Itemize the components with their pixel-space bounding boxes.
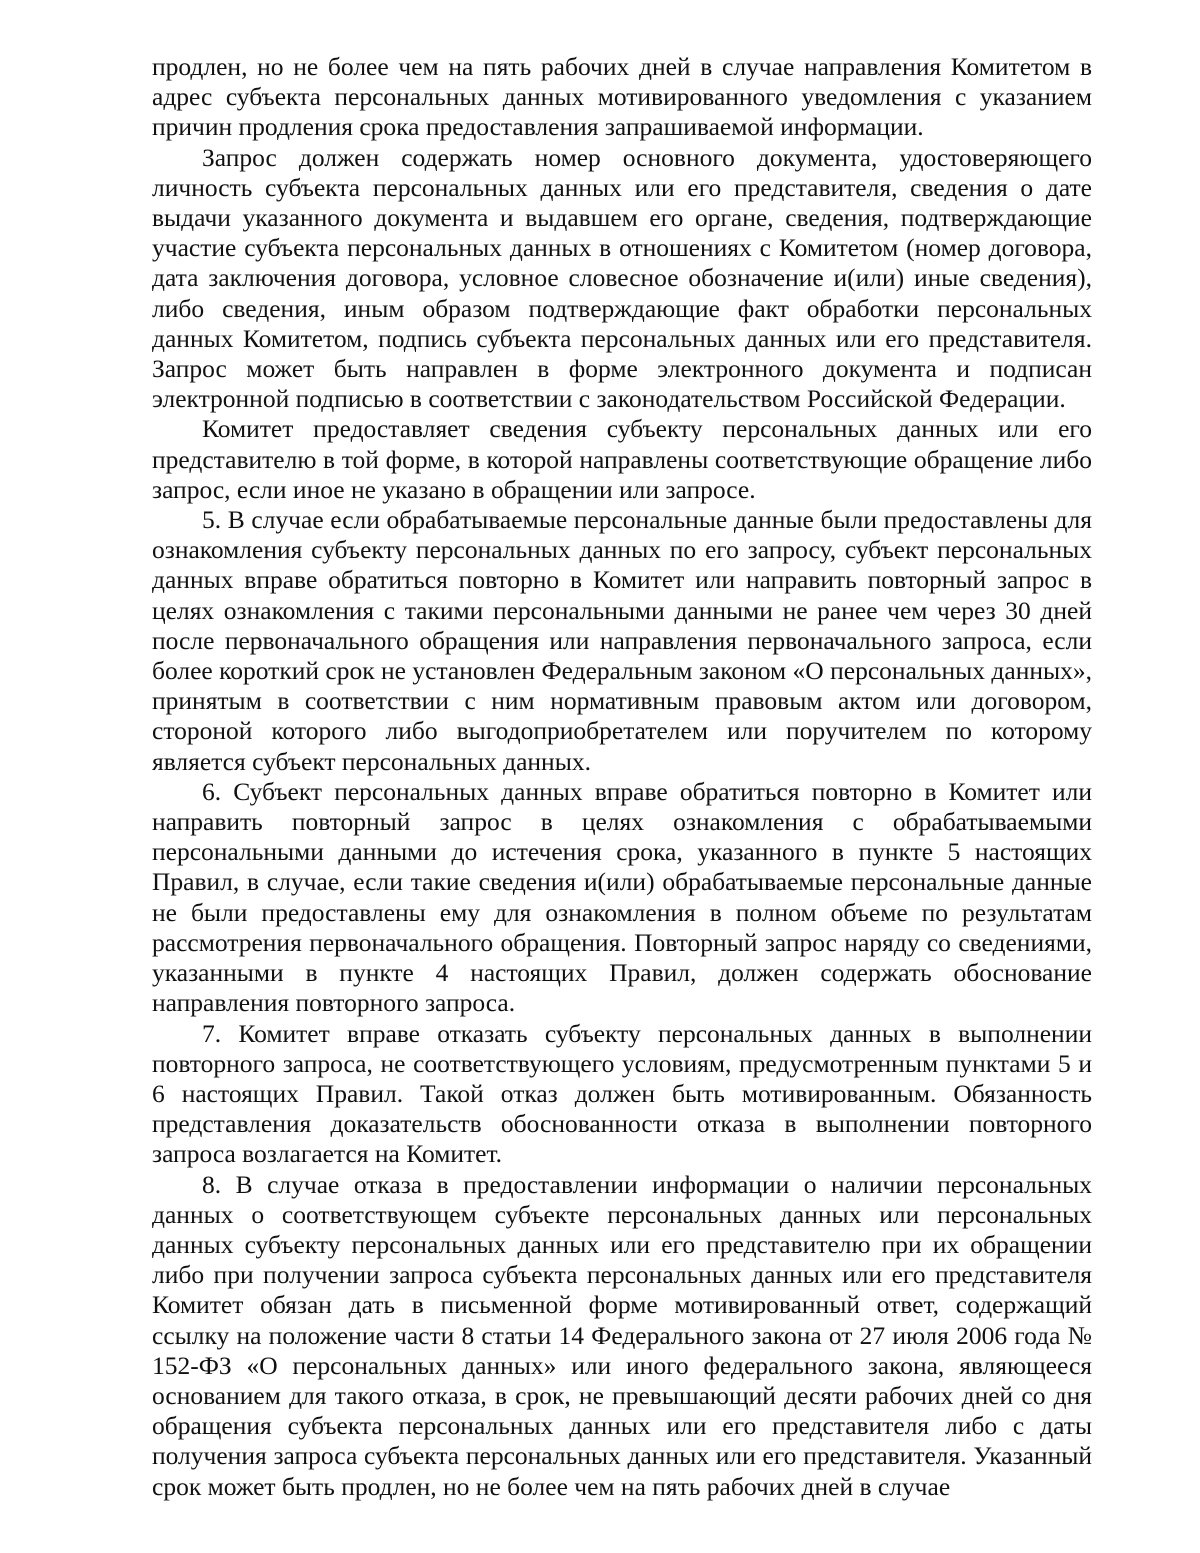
paragraph-request-contents: Запрос должен содержать номер основного документа, удостоверяющего личность субъекта персональных данных или его представителя, сведения о дате выдачи указанного документа и выдавшем его органе, сведения, подтверждающие участие субъекта персональных данных в отношениях с Комитетом (номер договора, дата заключения договора, условное словесное обозначение и(или) иные сведения), либо сведения, иным образом подтверждающие факт обработки персональных данных Комитетом, подпись субъекта персональных данных или его представителя. Запрос может быть направлен в форме электронного документа и подписан электронной подписью в соответствии с законодательством Российской Федерации. [152, 142, 1092, 414]
paragraph-item-6: 6. Субъект персональных данных вправе обратиться повторно в Комитет или направить повторный запрос в целях ознакомления с обрабатываемыми персональными данными до истечения срока, указанного в пункте 5 настоящих Правил, в случае, если такие сведения и(или) обрабатываемые персональные данные не были предоставлены ему для ознакомления в полном объеме по результатам рассмотрения первоначального обращения. Повторный запрос наряду со сведениями, указанными в пункте 4 настоящих Правил, должен содержать обоснование направления повторного запроса. [152, 776, 1092, 1018]
paragraph-response-form: Комитет предоставляет сведения субъекту персональных данных или его представителю в той форме, в которой направлены соответствующие обращение либо запрос, если иное не указано в обращении или запросе. [152, 414, 1092, 504]
paragraph-continuation: продлен, но не более чем на пять рабочих дней в случае направления Комитетом в адрес субъекта персональных данных мотивированного уведомления с указанием причин продления срока предоставления запрашиваемой информации. [152, 52, 1092, 142]
document-body [152, 52, 1092, 1502]
paragraph-item-7: 7. Комитет вправе отказать субъекту персональных данных в выполнении повторного запроса, не соответствующего условиям, предусмотренным пунктами 5 и 6 настоящих Правил. Такой отказ должен быть мотивированным. Обязанность представления доказательств обоснованности отказа в выполнении повторного запроса возлагается на Комитет. [152, 1018, 1092, 1169]
paragraph-item-8: 8. В случае отказа в предоставлении информации о наличии персональных данных о соответствующем субъекте персональных данных или персональных данных субъекту персональных данных или его представителю при их обращении либо при получении запроса субъекта персональных данных или его представителя Комитет обязан дать в письменной форме мотивированный ответ, содержащий ссылку на положение части 8 статьи 14 Федерального закона от 27 июля 2006 года № 152-ФЗ «О персональных данных» или иного федерального закона, являющееся основанием для такого отказа, в срок, не превышающий десяти рабочих дней со дня обращения субъекта персональных данных или его представителя либо с даты получения запроса субъекта персональных данных или его представителя. Указанный срок может быть продлен, но не более чем на пять рабочих дней в случае [152, 1169, 1092, 1501]
paragraph-item-5: 5. В случае если обрабатываемые персональные данные были предоставлены для ознакомления субъекту персональных данных по его запросу, субъект персональных данных вправе обратиться повторно в Комитет или направить повторный запрос в целях ознакомления с такими персональными данными не ранее чем через 30 дней после первоначального обращения или направления первоначального запроса, если более короткий срок не установлен Федеральным законом «О персональных данных», принятым в соответствии с ним нормативным правовым актом или договором, стороной которого либо выгодоприобретателем или поручителем по которому является субъект персональных данных. [152, 505, 1092, 776]
